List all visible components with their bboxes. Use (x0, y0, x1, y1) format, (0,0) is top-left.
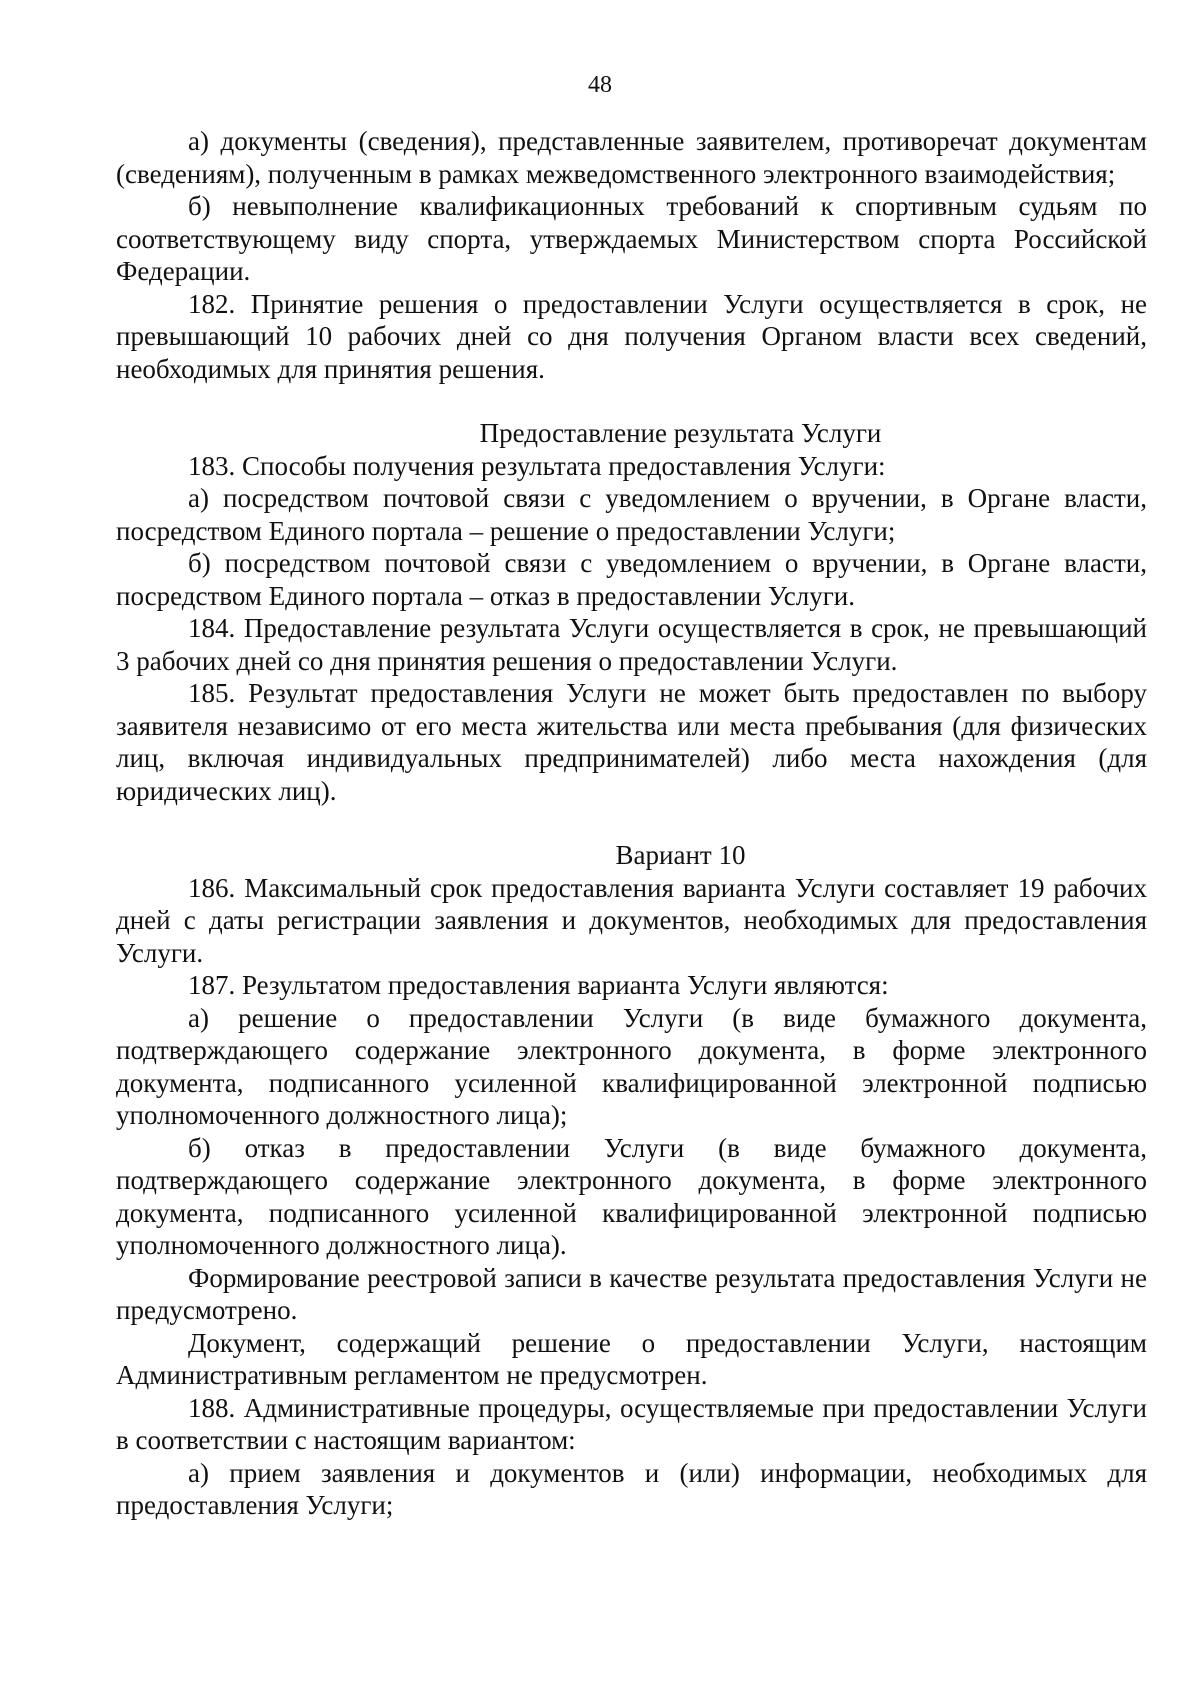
paragraph-186: 186. Максимальный срок предоставления варианта Услуги составляет 19 рабочих дней с даты регистрации заявления и документов, необходимых для предоставления Услуги. (116, 872, 1147, 968)
paragraph-1a: а) документы (сведения), представленные заявителем, противоречат документам (сведениям), полученным в рамках межведомственного электронного взаимодействия; (116, 126, 1147, 189)
paragraph-188: 188. Административные процедуры, осуществляемые при предоставлении Услуги в соответствии с настоящим вариантом: (116, 1392, 1147, 1455)
paragraph-183b: б) посредством почтовой связи с уведомлением о вручении, в Органе власти, посредством Единого портала – отказ в предоставлении Услуги. (116, 548, 1147, 611)
section-heading-result: Предоставление результата Услуги (479, 418, 882, 448)
paragraph-183a: а) посредством почтовой связи с уведомлением о вручении, в Органе власти, посредством Единого портала – решение о предоставлении Услуги; (116, 483, 1147, 546)
section-heading-variant: Вариант 10 (615, 840, 746, 870)
paragraph-184: 184. Предоставление результата Услуги осуществляется в срок, не превышающий 3 рабочих дней со дня принятия решения о предоставлении Услуги. (116, 613, 1147, 676)
paragraph-187b: б) отказ в предоставлении Услуги (в виде бумажного документа, подтверждающего содержание электронного документа, в форме электронного документа, подписанного усиленной квалифицированной электронной подписью уполномоченного должностного лица). (116, 1132, 1147, 1260)
paragraph-registry-note: Формирование реестровой записи в качестве результата предоставления Услуги не предусмотрено. (116, 1262, 1147, 1325)
document-body (116, 125, 1147, 1522)
page-number: 48 (588, 72, 612, 98)
paragraph-182: 182. Принятие решения о предоставлении Услуги осуществляется в срок, не превышающий 10 рабочих дней со дня получения Органом власти всех сведений, необходимых для принятия решения. (116, 288, 1147, 384)
paragraph-183: 183. Способы получения результата предоставления Услуги: (188, 450, 886, 481)
paragraph-187: 187. Результатом предоставления варианта Услуги являются: (188, 970, 889, 1000)
paragraph-187a: а) решение о предоставлении Услуги (в виде бумажного документа, подтверждающего содержание электронного документа, в форме электронного документа, подписанного усиленной квалифицированной электронной подписью уполномоченного должностного лица); (116, 1002, 1147, 1130)
paragraph-188a: а) прием заявления и документов и (или) информации, необходимых для предоставления Услуги; (116, 1457, 1147, 1520)
paragraph-185: 185. Результат предоставления Услуги не может быть предоставлен по выбору заявителя независимо от его места жительства или места пребывания (для физических лиц, включая индивидуальных предпринимателей) либо места нахождения (для юридических лиц). (116, 678, 1147, 806)
paragraph-document-note: Документ, содержащий решение о предоставлении Услуги, настоящим Административным регламентом не предусмотрен. (116, 1327, 1147, 1390)
paragraph-1b: б) невыполнение квалификационных требований к спортивным судьям по соответствующему виду спорта, утверждаемых Министерством спорта Российской Федерации. (116, 191, 1147, 286)
